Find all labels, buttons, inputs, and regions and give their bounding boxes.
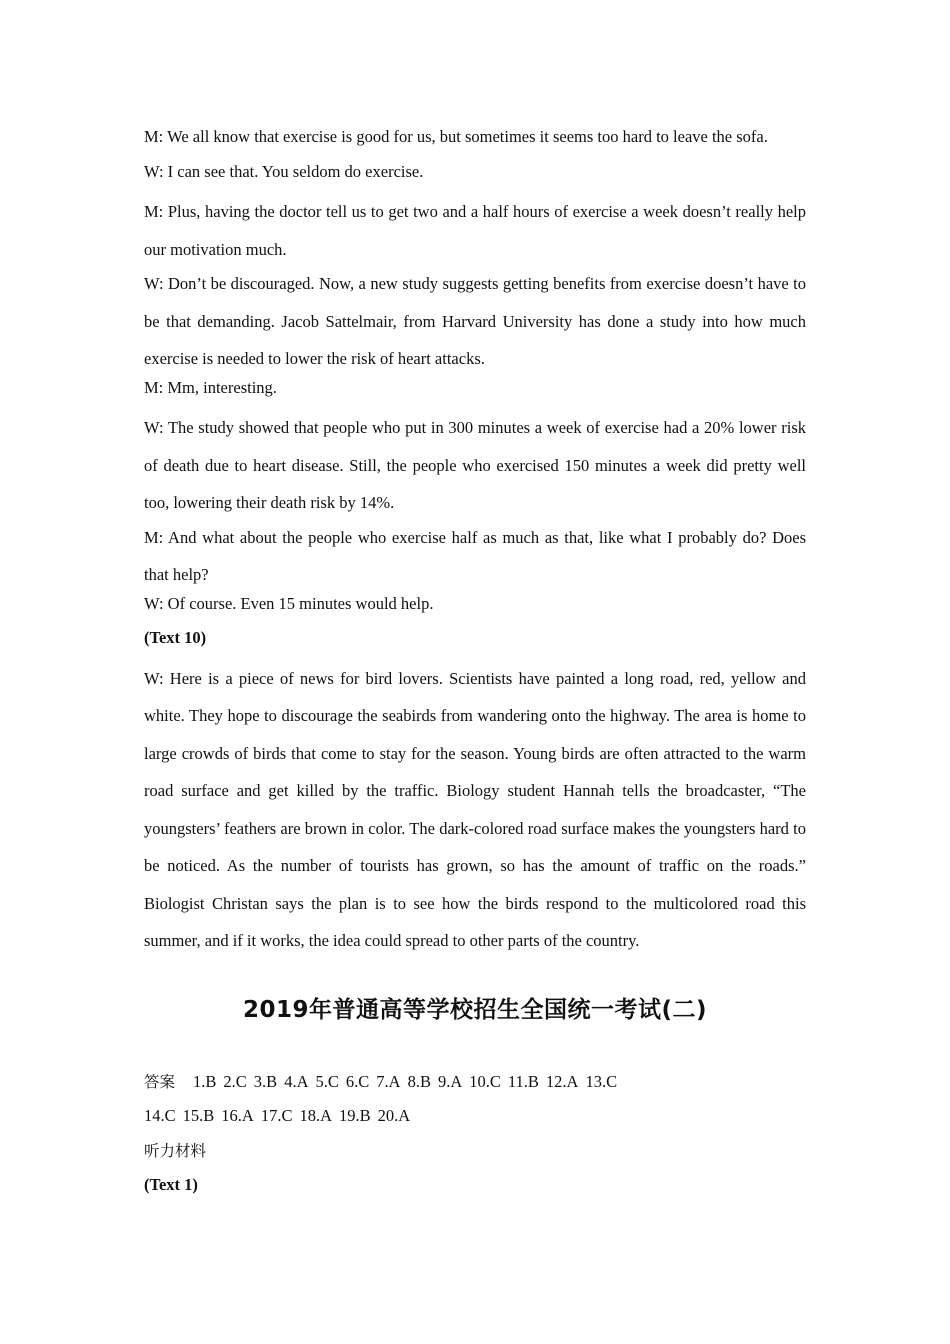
text1-heading: (Text 1) <box>144 1175 198 1194</box>
answer-item: 10.C <box>469 1071 501 1091</box>
answer-item: 9.A <box>437 1071 463 1091</box>
answer-item: 7.A <box>376 1071 401 1091</box>
answer-item: 16.A <box>221 1106 254 1125</box>
answer-item: 12.A <box>545 1071 579 1091</box>
text10-heading: (Text 10) <box>144 628 207 647</box>
dialogue-line: W: Don’t be discouraged. Now, a new study suggests getting benefits from exercise doesn’t have to be that demanding. Jacob Sattelmair, from Harvard University has done a study into how much exercise is needed to lower the risk of heart attacks. <box>144 274 806 368</box>
answer-item: 19.B <box>339 1106 371 1125</box>
answer-item: 3.B <box>253 1071 278 1091</box>
answer-item: 14.C <box>144 1106 176 1125</box>
dialogue-line: W: I can see that. You seldom do exercise. <box>144 161 424 181</box>
dialogue-line: W: The study showed that people who put in 300 minutes a week of exercise had a 20% lower risk of death due to heart disease. Still, the people who exercised 150 minutes a week did pretty well too, lowering their death risk by 14%. <box>144 418 806 512</box>
answer-item: 13.C <box>585 1071 618 1091</box>
answer-item: 4.A <box>284 1071 309 1091</box>
answer-item: 8.B <box>407 1071 431 1091</box>
answer-item: 17.C <box>260 1106 293 1125</box>
listening-label: 听力材料 <box>144 1141 207 1160</box>
answer-item: 11.B <box>507 1071 539 1091</box>
answer-item: 18.A <box>299 1106 333 1125</box>
dialogue-line: M: Plus, having the doctor tell us to get two and a half hours of exercise a week doesn’t really help our motivation much. <box>144 202 806 259</box>
answer-item: 20.A <box>377 1106 411 1125</box>
answer-item: 1.B <box>193 1071 217 1091</box>
document-page <box>144 124 806 1207</box>
answer-item: 5.C <box>315 1071 339 1091</box>
dialogue-line: M: Mm, interesting. <box>144 377 277 397</box>
answer-line-1 <box>144 1069 806 1095</box>
dialogue-line: M: And what about the people who exercise half as much as that, like what I probably do? Does that help? <box>144 527 806 584</box>
text10-body: W: Here is a piece of news for bird lovers. Scientists have painted a long road, red, yellow and white. They hope to discourage the seabirds from wandering onto the highway. The area is home to large crowds of birds that come to stay for the season. Young birds are often attracted to the warm road surface and get killed by the traffic. Biology student Hannah tells the broadcaster, “The youngsters’ feathers are brown in color. The dark-colored road surface makes the youngsters hard to be noticed. As the number of tourists has grown, so has the amount of traffic on the roads.” Biologist Christan says the plan is to see how the birds respond to the multicolored road this summer, and if it works, the idea could spread to other parts of the country. <box>144 668 806 950</box>
answer-item: 6.C <box>345 1071 370 1091</box>
dialogue-line: W: Of course. Even 15 minutes would help. <box>144 593 434 613</box>
answer-label: 答案 <box>144 1072 176 1091</box>
dialogue-line: M: We all know that exercise is good for us, but sometimes it seems too hard to leave the sofa. <box>144 127 768 146</box>
answer-items-1 <box>193 1072 624 1091</box>
exam-title: 2019年普通高等学校招生全国统一考试(二) <box>242 996 708 1023</box>
answer-items-2 <box>144 1106 417 1125</box>
answer-line-2 <box>144 1103 806 1129</box>
answer-item: 15.B <box>182 1106 215 1125</box>
answer-item: 2.C <box>223 1071 247 1091</box>
